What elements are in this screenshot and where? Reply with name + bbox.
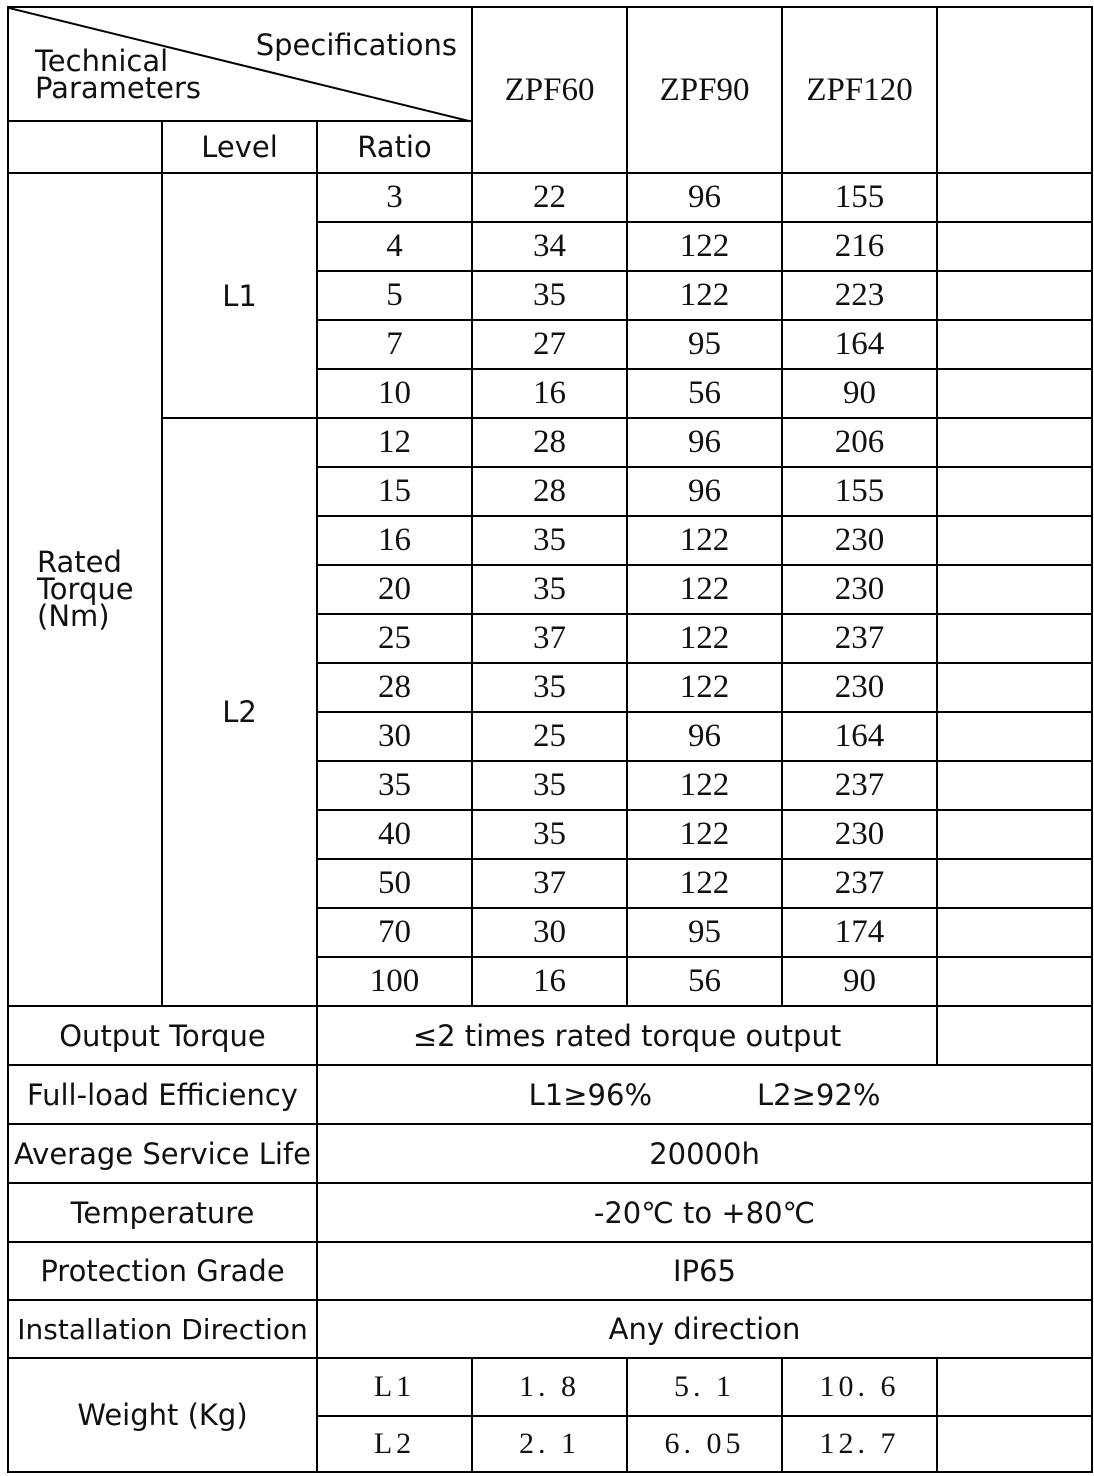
empty-cell — [937, 908, 1092, 957]
value-cell: 35 — [472, 810, 627, 859]
value-cell: 237 — [782, 614, 937, 663]
weight-label: Weight (Kg) — [8, 1358, 317, 1472]
value-cell: 22 — [472, 173, 627, 222]
ratio-cell: 10 — [317, 369, 472, 418]
efficiency-label: Full-load Efficiency — [8, 1065, 317, 1124]
empty-cell — [937, 1358, 1092, 1416]
weight-value-cell: 1. 8 — [472, 1358, 627, 1416]
ratio-cell: 4 — [317, 222, 472, 271]
output-torque-value-end — [937, 1006, 1092, 1065]
value-cell: 96 — [627, 467, 782, 516]
output-torque-value: ≤2 times rated torque output — [317, 1006, 937, 1065]
value-cell: 27 — [472, 320, 627, 369]
ratio-cell: 40 — [317, 810, 472, 859]
empty-cell — [937, 761, 1092, 810]
empty-cell — [937, 614, 1092, 663]
empty-cell — [937, 957, 1092, 1006]
ratio-cell: 3 — [317, 173, 472, 222]
model-header-empty — [937, 7, 1092, 173]
weight-level-cell: L1 — [317, 1358, 472, 1416]
value-cell: 164 — [782, 712, 937, 761]
value-cell: 37 — [472, 859, 627, 908]
value-cell: 90 — [782, 957, 937, 1006]
empty-cell — [937, 859, 1092, 908]
value-cell: 230 — [782, 565, 937, 614]
weight-value-cell: 5. 1 — [627, 1358, 782, 1416]
param-row-efficiency — [8, 1065, 1092, 1124]
value-cell: 35 — [472, 761, 627, 810]
weight-row — [8, 1358, 1092, 1416]
value-cell: 223 — [782, 271, 937, 320]
value-cell: 96 — [627, 173, 782, 222]
param-row-temperature — [8, 1183, 1092, 1242]
diagonal-header-cell — [8, 7, 472, 121]
value-cell: 56 — [627, 957, 782, 1006]
empty-cell — [937, 516, 1092, 565]
empty-cell — [937, 369, 1092, 418]
value-cell: 16 — [472, 369, 627, 418]
header-blank-cell — [8, 121, 162, 173]
value-cell: 90 — [782, 369, 937, 418]
level-l1-cell: L1 — [162, 173, 317, 418]
value-cell: 122 — [627, 271, 782, 320]
ratio-cell: 30 — [317, 712, 472, 761]
value-cell: 155 — [782, 173, 937, 222]
value-cell: 230 — [782, 663, 937, 712]
value-cell: 122 — [627, 614, 782, 663]
value-cell: 28 — [472, 467, 627, 516]
empty-cell — [937, 663, 1092, 712]
model-header-zpf120: ZPF120 — [782, 7, 937, 173]
param-row-installation — [8, 1300, 1092, 1358]
value-cell: 35 — [472, 271, 627, 320]
param-row-output-torque — [8, 1006, 1092, 1065]
value-cell: 96 — [627, 712, 782, 761]
value-cell: 37 — [472, 614, 627, 663]
spec-table — [7, 6, 1093, 1473]
ratio-cell: 70 — [317, 908, 472, 957]
ratio-cell: 28 — [317, 663, 472, 712]
empty-cell — [937, 222, 1092, 271]
empty-cell — [937, 320, 1092, 369]
empty-cell — [937, 467, 1092, 516]
protection-value: IP65 — [317, 1242, 1092, 1300]
ratio-cell: 35 — [317, 761, 472, 810]
ratio-cell: 16 — [317, 516, 472, 565]
value-cell: 230 — [782, 810, 937, 859]
value-cell: 122 — [627, 859, 782, 908]
weight-value-cell: 6. 05 — [627, 1416, 782, 1472]
table-row — [8, 418, 1092, 467]
value-cell: 206 — [782, 418, 937, 467]
ratio-cell: 7 — [317, 320, 472, 369]
level-header: Level — [162, 121, 317, 173]
value-cell: 56 — [627, 369, 782, 418]
model-header-zpf60: ZPF60 — [472, 7, 627, 173]
empty-cell — [937, 173, 1092, 222]
ratio-header: Ratio — [317, 121, 472, 173]
value-cell: 30 — [472, 908, 627, 957]
value-cell: 122 — [627, 663, 782, 712]
empty-cell — [937, 712, 1092, 761]
value-cell: 164 — [782, 320, 937, 369]
output-torque-label: Output Torque — [8, 1006, 317, 1065]
installation-label: Installation Direction — [8, 1300, 317, 1358]
value-cell: 34 — [472, 222, 627, 271]
value-cell: 122 — [627, 761, 782, 810]
empty-cell — [937, 565, 1092, 614]
level-l2-cell: L2 — [162, 418, 317, 1006]
value-cell: 122 — [627, 565, 782, 614]
temperature-label: Temperature — [8, 1183, 317, 1242]
efficiency-l2: L2≥92% — [757, 1077, 881, 1112]
weight-value-cell: 2. 1 — [472, 1416, 627, 1472]
value-cell: 237 — [782, 761, 937, 810]
value-cell: 28 — [472, 418, 627, 467]
weight-level-cell: L2 — [317, 1416, 472, 1472]
service-life-value: 20000h — [317, 1124, 1092, 1183]
value-cell: 35 — [472, 516, 627, 565]
value-cell: 122 — [627, 810, 782, 859]
ratio-cell: 50 — [317, 859, 472, 908]
weight-value-cell: 10. 6 — [782, 1358, 937, 1416]
value-cell: 237 — [782, 859, 937, 908]
ratio-cell: 20 — [317, 565, 472, 614]
value-cell: 174 — [782, 908, 937, 957]
ratio-cell: 25 — [317, 614, 472, 663]
value-cell: 16 — [472, 957, 627, 1006]
empty-cell — [937, 271, 1092, 320]
model-header-zpf90: ZPF90 — [627, 7, 782, 173]
value-cell: 216 — [782, 222, 937, 271]
value-cell: 35 — [472, 663, 627, 712]
value-cell: 95 — [627, 320, 782, 369]
ratio-cell: 15 — [317, 467, 472, 516]
table-row — [8, 173, 1092, 222]
weight-value-cell: 12. 7 — [782, 1416, 937, 1472]
value-cell: 25 — [472, 712, 627, 761]
value-cell: 122 — [627, 516, 782, 565]
value-cell: 122 — [627, 222, 782, 271]
rated-torque-label: Rated Torque (Nm) — [8, 173, 162, 1006]
protection-label: Protection Grade — [8, 1242, 317, 1300]
ratio-cell: 5 — [317, 271, 472, 320]
value-cell: 95 — [627, 908, 782, 957]
efficiency-value — [317, 1065, 1092, 1124]
installation-value: Any direction — [317, 1300, 1092, 1358]
param-row-service-life — [8, 1124, 1092, 1183]
value-cell: 35 — [472, 565, 627, 614]
ratio-cell: 12 — [317, 418, 472, 467]
efficiency-l1: L1≥96% — [528, 1077, 653, 1112]
specifications-label: Specifications — [255, 28, 458, 62]
empty-cell — [937, 810, 1092, 859]
ratio-cell: 100 — [317, 957, 472, 1006]
empty-cell — [937, 1416, 1092, 1472]
value-cell: 230 — [782, 516, 937, 565]
service-life-label: Average Service Life — [8, 1124, 317, 1183]
technical-parameters-label: Technical Parameters — [35, 44, 201, 105]
value-cell: 96 — [627, 418, 782, 467]
empty-cell — [937, 418, 1092, 467]
value-cell: 155 — [782, 467, 937, 516]
param-row-protection — [8, 1242, 1092, 1300]
temperature-value: -20℃ to +80℃ — [317, 1183, 1092, 1242]
